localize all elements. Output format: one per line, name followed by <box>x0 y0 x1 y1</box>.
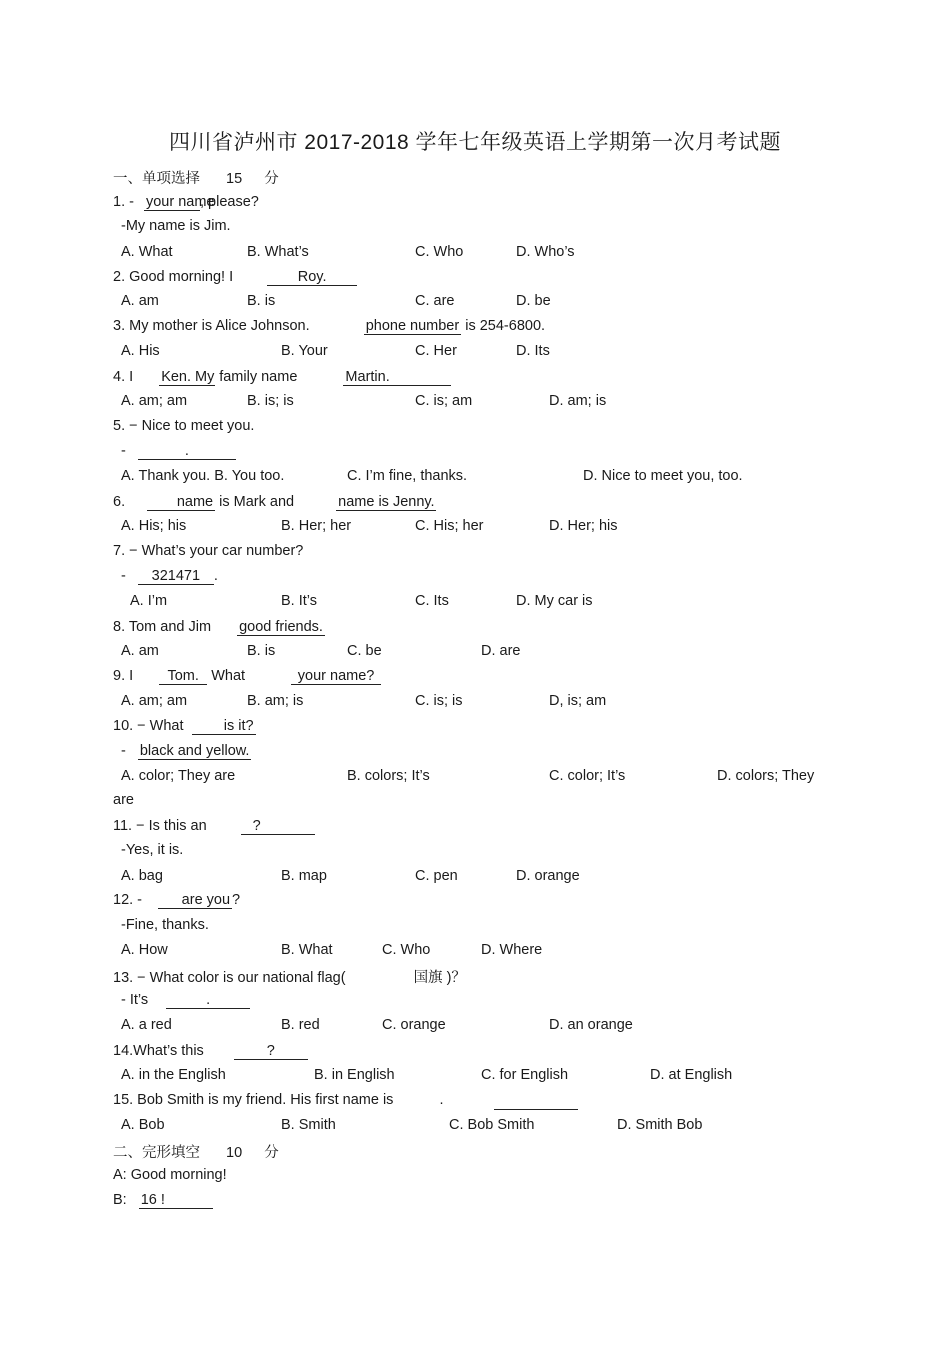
option-c: C. pen <box>415 868 458 884</box>
option-c: C. Her <box>415 343 457 359</box>
option-d: D. Her; his <box>549 518 618 534</box>
answer-blank: ? <box>234 1043 308 1060</box>
answer-blank: . <box>166 992 250 1009</box>
option-b: B. in English <box>314 1067 395 1083</box>
answer-blank: good friends. <box>239 619 323 635</box>
option-a: A. am; am <box>121 393 188 409</box>
answer-blank: Roy. <box>267 269 357 286</box>
answer-blank: 16 ! <box>139 1192 213 1209</box>
answer-blank: are you <box>158 892 232 909</box>
option-a: A. am; am <box>121 693 188 709</box>
option-d: D. are <box>481 643 521 659</box>
answer-blank: . <box>138 443 236 460</box>
option-d: D. an orange <box>549 1017 633 1033</box>
option-b: B. is; is <box>247 393 294 409</box>
answer-blank: phone number <box>365 318 460 334</box>
option-a: A. color; They are <box>121 768 236 784</box>
option-b: B. is <box>247 643 276 659</box>
option-c: C. Who <box>382 942 431 958</box>
answer-blank <box>494 1109 578 1110</box>
option-b: B. Your <box>281 343 328 359</box>
option-b: B. am; is <box>247 693 304 709</box>
option-b: B. Her; her <box>281 518 352 534</box>
option-b: B. What’s <box>247 244 309 260</box>
option-a: A. am <box>121 293 159 309</box>
option-d: D. am; is <box>549 393 607 409</box>
option-b: B. is <box>247 293 276 309</box>
dialogue-line-b: B: 16 ! <box>113 1192 213 1209</box>
option-b: B. map <box>281 868 327 884</box>
option-c: C. is; is <box>415 693 463 709</box>
option-d: D. Its <box>516 343 550 359</box>
option-d: D. Smith Bob <box>617 1117 703 1133</box>
page-title: 四川省泸州市 2017-2018 学年七年级英语上学期第一次月考试题 <box>168 131 782 154</box>
option-d: D. be <box>516 293 551 309</box>
option-a: A. in the English <box>121 1067 226 1083</box>
option-d: D. Where <box>481 942 543 958</box>
option-c: C. orange <box>382 1017 446 1033</box>
answer-blank: name is Jenny. <box>338 494 435 510</box>
option-d-wrap: are <box>113 792 134 808</box>
option-a: A. Bob <box>121 1117 165 1133</box>
option-c: C. Bob Smith <box>449 1117 535 1133</box>
option-d: D. at English <box>650 1067 733 1083</box>
option-a: A. How <box>121 942 168 958</box>
option-a: A. What <box>121 244 173 260</box>
answer-blank: your name? <box>291 668 381 685</box>
option-d: D. My car is <box>516 593 593 609</box>
option-c: C. I’m fine, thanks. <box>347 468 468 484</box>
option-d: D. orange <box>516 868 580 884</box>
option-c: C. His; her <box>415 518 484 534</box>
answer-blank: Tom. <box>159 668 207 685</box>
option-b: B. It’s <box>281 593 317 609</box>
answer-blank: 321471 <box>138 568 214 585</box>
answer-blank: Ken. My <box>161 369 215 385</box>
option-b: B. What <box>281 942 333 958</box>
option-c: C. Who <box>415 244 464 260</box>
answer-blank: ? <box>241 818 315 835</box>
option-a: A. I’m <box>130 593 168 609</box>
option-c: C. Its <box>415 593 449 609</box>
section-1-heading: 一、单项选择 15 分 <box>113 171 279 187</box>
option-c: C. color; It’s <box>549 768 626 784</box>
option-c: C. is; am <box>415 393 473 409</box>
option-d: D. colors; They <box>717 768 815 784</box>
option-c: C. be <box>347 643 382 659</box>
option-b: B. colors; It’s <box>347 768 430 784</box>
option-a-b: A. Thank you. B. You too. <box>121 468 285 484</box>
answer-blank: name <box>147 494 215 511</box>
exam-page: 四川省泸州市 2017-2018 学年七年级英语上学期第一次月考试题 一、单项选择 15 分 1. - your name, please? -My name is Jim. A. What B. What’s C. Who D. Who’s 2. Good morning! I Roy. A. am B. is C. are D. be 3. My mother is Alice Johnson. phone number is 254-6800. A. His B. Your C. Her D. Its 4. I Ken. My family name Martin. A. am; am B. is; is C. is; am D. am; is 5. − Nice to meet you. - . A. Thank you. B. You too. C. I’m fine, thanks. D. Nice to meet you, too. 6. name is Mark and name is Jenny. A. His; his B. Her; her C. His; her D. Her; his 7. − What’s your car number? - 321471 . A. I’m B. It’s C. Its D. My car is 8. Tom and Jim good friends. A. am B. is C. be D. are 9. I Tom. What your name? A. am; am B. am; is C. is; is D, is; am 10. − What is it? - black and yellow. A. color; They are B. colors; It’s C. color; It’s D. colors; They are 11. − Is this an ? -Yes, it is. A. bag B. map C. pen D. orange 12. - are you ? -Fine, thanks. A. How B. What C. Who D. Where 13. − What color is our national flag( 国旗 )？ - It’s . A. a red B. red C. orange D. an orange 14.What’s this ? A. in the English B. in English C. for English D. at English 15. Bob Smith is my friend. His first name is . A. Bob B. Smith C. Bob Smith D. Smith Bob 二、完形填空 10 分 A: Good morning! B: 16 ! <box>0 0 950 1345</box>
option-d: D. Nice to meet you, too. <box>583 468 743 484</box>
section-2-heading: 二、完形填空 10 分 <box>113 1145 279 1161</box>
option-b: B. red <box>281 1017 320 1033</box>
option-d: D. Who’s <box>516 244 575 260</box>
option-a: A. bag <box>121 868 163 884</box>
option-c: C. are <box>415 293 455 309</box>
option-a: A. am <box>121 643 159 659</box>
answer-blank: Martin. <box>343 369 451 386</box>
dialogue-line-a: A: Good morning! <box>113 1167 227 1183</box>
answer-blank: your name <box>145 194 215 210</box>
answer-blank: is it? <box>192 718 256 735</box>
option-a: A. a red <box>121 1017 172 1033</box>
answer-blank: black and yellow. <box>139 743 250 759</box>
option-a: A. His <box>121 343 160 359</box>
option-c: C. for English <box>481 1067 569 1083</box>
option-b: B. Smith <box>281 1117 336 1133</box>
option-a: A. His; his <box>121 518 187 534</box>
option-d: D, is; am <box>549 693 607 709</box>
